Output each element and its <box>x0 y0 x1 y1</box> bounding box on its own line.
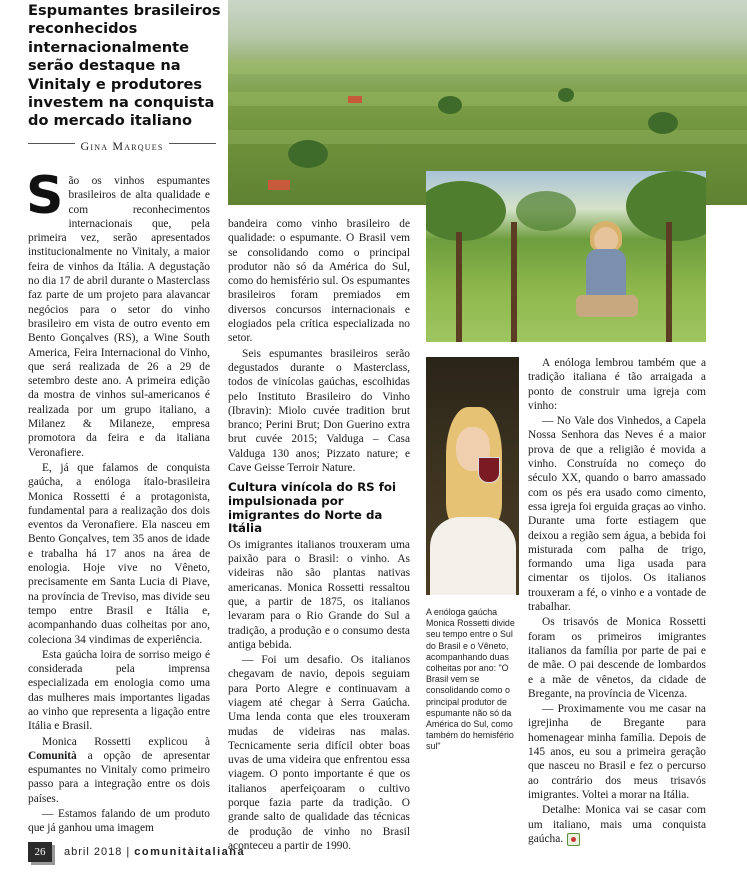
article-column-2 <box>228 217 410 854</box>
article-headline: Espumantes brasileiros reconhecidos internacionalmente serão destaque na Vinitaly e produtores investem na conquista do mercado italiano <box>28 2 221 130</box>
paragraph: — Foi um desafio. Os italianos chegavam de navio, depois seguiam para Porto Alegre e continuavam a viagem até chegar à Serra Gaúcha. Uma lenda conta que eles trouxeram mudas de videiras nas malas. Tecnicamente seria difícil obter boas uvas de uma videira que enfrentou essa viagem. O ponto importante é que os italianos aperfeiçoaram o cultivo porque fazia parte da tradição. O grande salto de qualidade das técnicas de produção de vinho no Brasil aconteceu a partir de 1990. <box>228 654 410 852</box>
paragraph: — Estamos falando de um produto que já ganhou uma imagem <box>28 808 210 835</box>
paragraph <box>26 166 210 460</box>
enologist-vineyard-photo <box>426 171 706 342</box>
paragraph: Esta gaúcha loira de sorriso meigo é considerada pela imprensa especializada em enologia como uma das mulheres mais importantes ligadas ao vinho que representa a ligação entre Itália e Brasil. <box>28 648 210 733</box>
page-number: 26 <box>28 842 52 862</box>
article-column-1 <box>26 166 210 837</box>
paragraph-text: ão os vinhos espumantes brasileiros de alta qualidade e com reconhecimentos internacionais que, pela primeira vez, serão apresentados institucionalmente no Vinitaly, a maior feira de vinhos da Itália. A degustação no dia 17 de abril durante o Masterclass faz parte de um projeto para alavancar negócios para o setor do vinho brasileiro em vista de outro evento em Bento Gonçalves (RS), a Wine South America, Feira Internacional do Vinho, que será realizada de 26 a 29 de setembro deste ano. A primeira edição da mostra de vinhos sul-americanos é realizada por um grupo italiano, a Milanez & Milaneze, empresa promotora da feira e da italiana Veronafiere. <box>28 175 210 459</box>
enologist-portrait-photo <box>426 357 519 595</box>
paragraph: Os imigrantes italianos trouxeram uma paixão para o Brasil: o vinho. As videiras não são plantas nativas americanas. Monica Rossetti ressaltou que, a partir de 1875, os italianos levaram para o Rio Grande do Sul a tradição, a produção e o consumo desta antiga bebida. <box>228 538 410 651</box>
paragraph <box>28 735 210 806</box>
paragraph-text: Detalhe: Monica vai se casar com um italiano, mais uma conquista gaúcha. <box>528 804 706 845</box>
drop-cap: S <box>26 166 64 226</box>
caption-quote: "O Brasil vem se consolidando como o principal produtor de espumante não só da América do Sul, como também do hemisfério sul" <box>426 663 514 752</box>
footer-text <box>64 846 245 858</box>
comunita-logo-icon <box>567 833 580 846</box>
photo-caption <box>426 607 520 753</box>
byline <box>28 139 216 154</box>
page-footer <box>28 841 245 863</box>
article-column-3 <box>528 356 706 847</box>
magazine-title: comunitàitaliana <box>134 846 246 858</box>
paragraph: — No Vale dos Vinhedos, a Capela Nossa Senhora das Neves é a maior prova de que a religião é movida a vinho. Construída no começo do século XX, quando o barro amassado com os pés era usado como cimento, essa igreja foi erguida graças ao vinho. Durante uma forte estiagem que deixou a região sem água, a bebida foi misturada com palha de trigo, formando uma liga usada para cimentar os tijolos. Os italianos trouxeram a fé, o vinho e a vontade de trabalhar. <box>528 415 706 614</box>
paragraph: E, já que falamos de conquista gaúcha, a enóloga ítalo-brasileira Monica Rossetti é a protagonista, fundamental para a realização dos dois eventos da Veronafiere. Ela nasceu em Bento Gonçalves, tem 35 anos de idade e trabalha há 17 anos na área de enologia. Hoje vive no Vêneto, precisamente em Santa Lucia di Piave, na província de Treviso, mas divide seu tempo entre Brasil e Itália e, acompanhando duas colheitas por ano, coleciona 34 vindimas de experiência. <box>28 461 210 646</box>
paragraph: Os trisavós de Monica Rossetti foram os primeiros imigrantes italianos da família por parte de pai e de mãe. O pai descende de lombardos e a mãe de vênetos, da cidade de Bregante, na província de Vicenza. <box>528 616 706 700</box>
paragraph-text: Monica Rossetti explicou à <box>42 735 210 748</box>
section-subheading: Cultura vinícola do RS foi impulsionada por imigrantes do Norte da Itália <box>228 480 397 536</box>
magazine-name-bold: Comunità <box>28 749 77 762</box>
issue-date: abril 2018 | <box>64 846 131 858</box>
paragraph: A enóloga lembrou também que a tradição italiana é tão arraigada a ponto de construir uma igreja com vinho: <box>528 357 706 412</box>
author-name: Gina Marques <box>75 139 170 153</box>
paragraph-text: a opção de apresentar espumantes no Vinitaly como primeiro passo para a integração entre os dois países. <box>28 749 210 805</box>
paragraph: bandeira como vinho brasileiro de qualidade: o espumante. O Brasil vem se consolidando como o principal produtor não só da América do Sul, como do hemisfério sul. Os espumantes brasileiros foram premiados em diversos concursos internacionais e elogiados pela crítica especializada no setor. <box>228 218 410 345</box>
paragraph <box>528 803 706 846</box>
paragraph: Seis espumantes brasileiros serão degustados durante o Masterclass, todos de vinícolas gaúchas, escolhidas pelo Instituto Brasileiro do Vinho (Ibravin): Miolo cuvée tradition brut branco; Perini Brut; Don Guerino extra brut cuvée 2015; Valduga – Casa Valduga 130 anos; Pizzato nature; e Cave Geisse Terroir Nature. <box>228 347 410 475</box>
caption-text: A enóloga gaúcha Monica Rossetti divide seu tempo entre o Sul do Brasil e o Vêneto, acompanhando duas colheitas por ano: <box>426 607 515 674</box>
paragraph: — Proximamente vou me casar na igrejinha de Bregante para homenagear minha família. Depois de 145 anos, eu sou a primeira geração que nasceu no Brasil e fez o percurso ao contrário dos meus trisavós imigrantes. Voltei a morar na Itália. <box>528 703 706 801</box>
